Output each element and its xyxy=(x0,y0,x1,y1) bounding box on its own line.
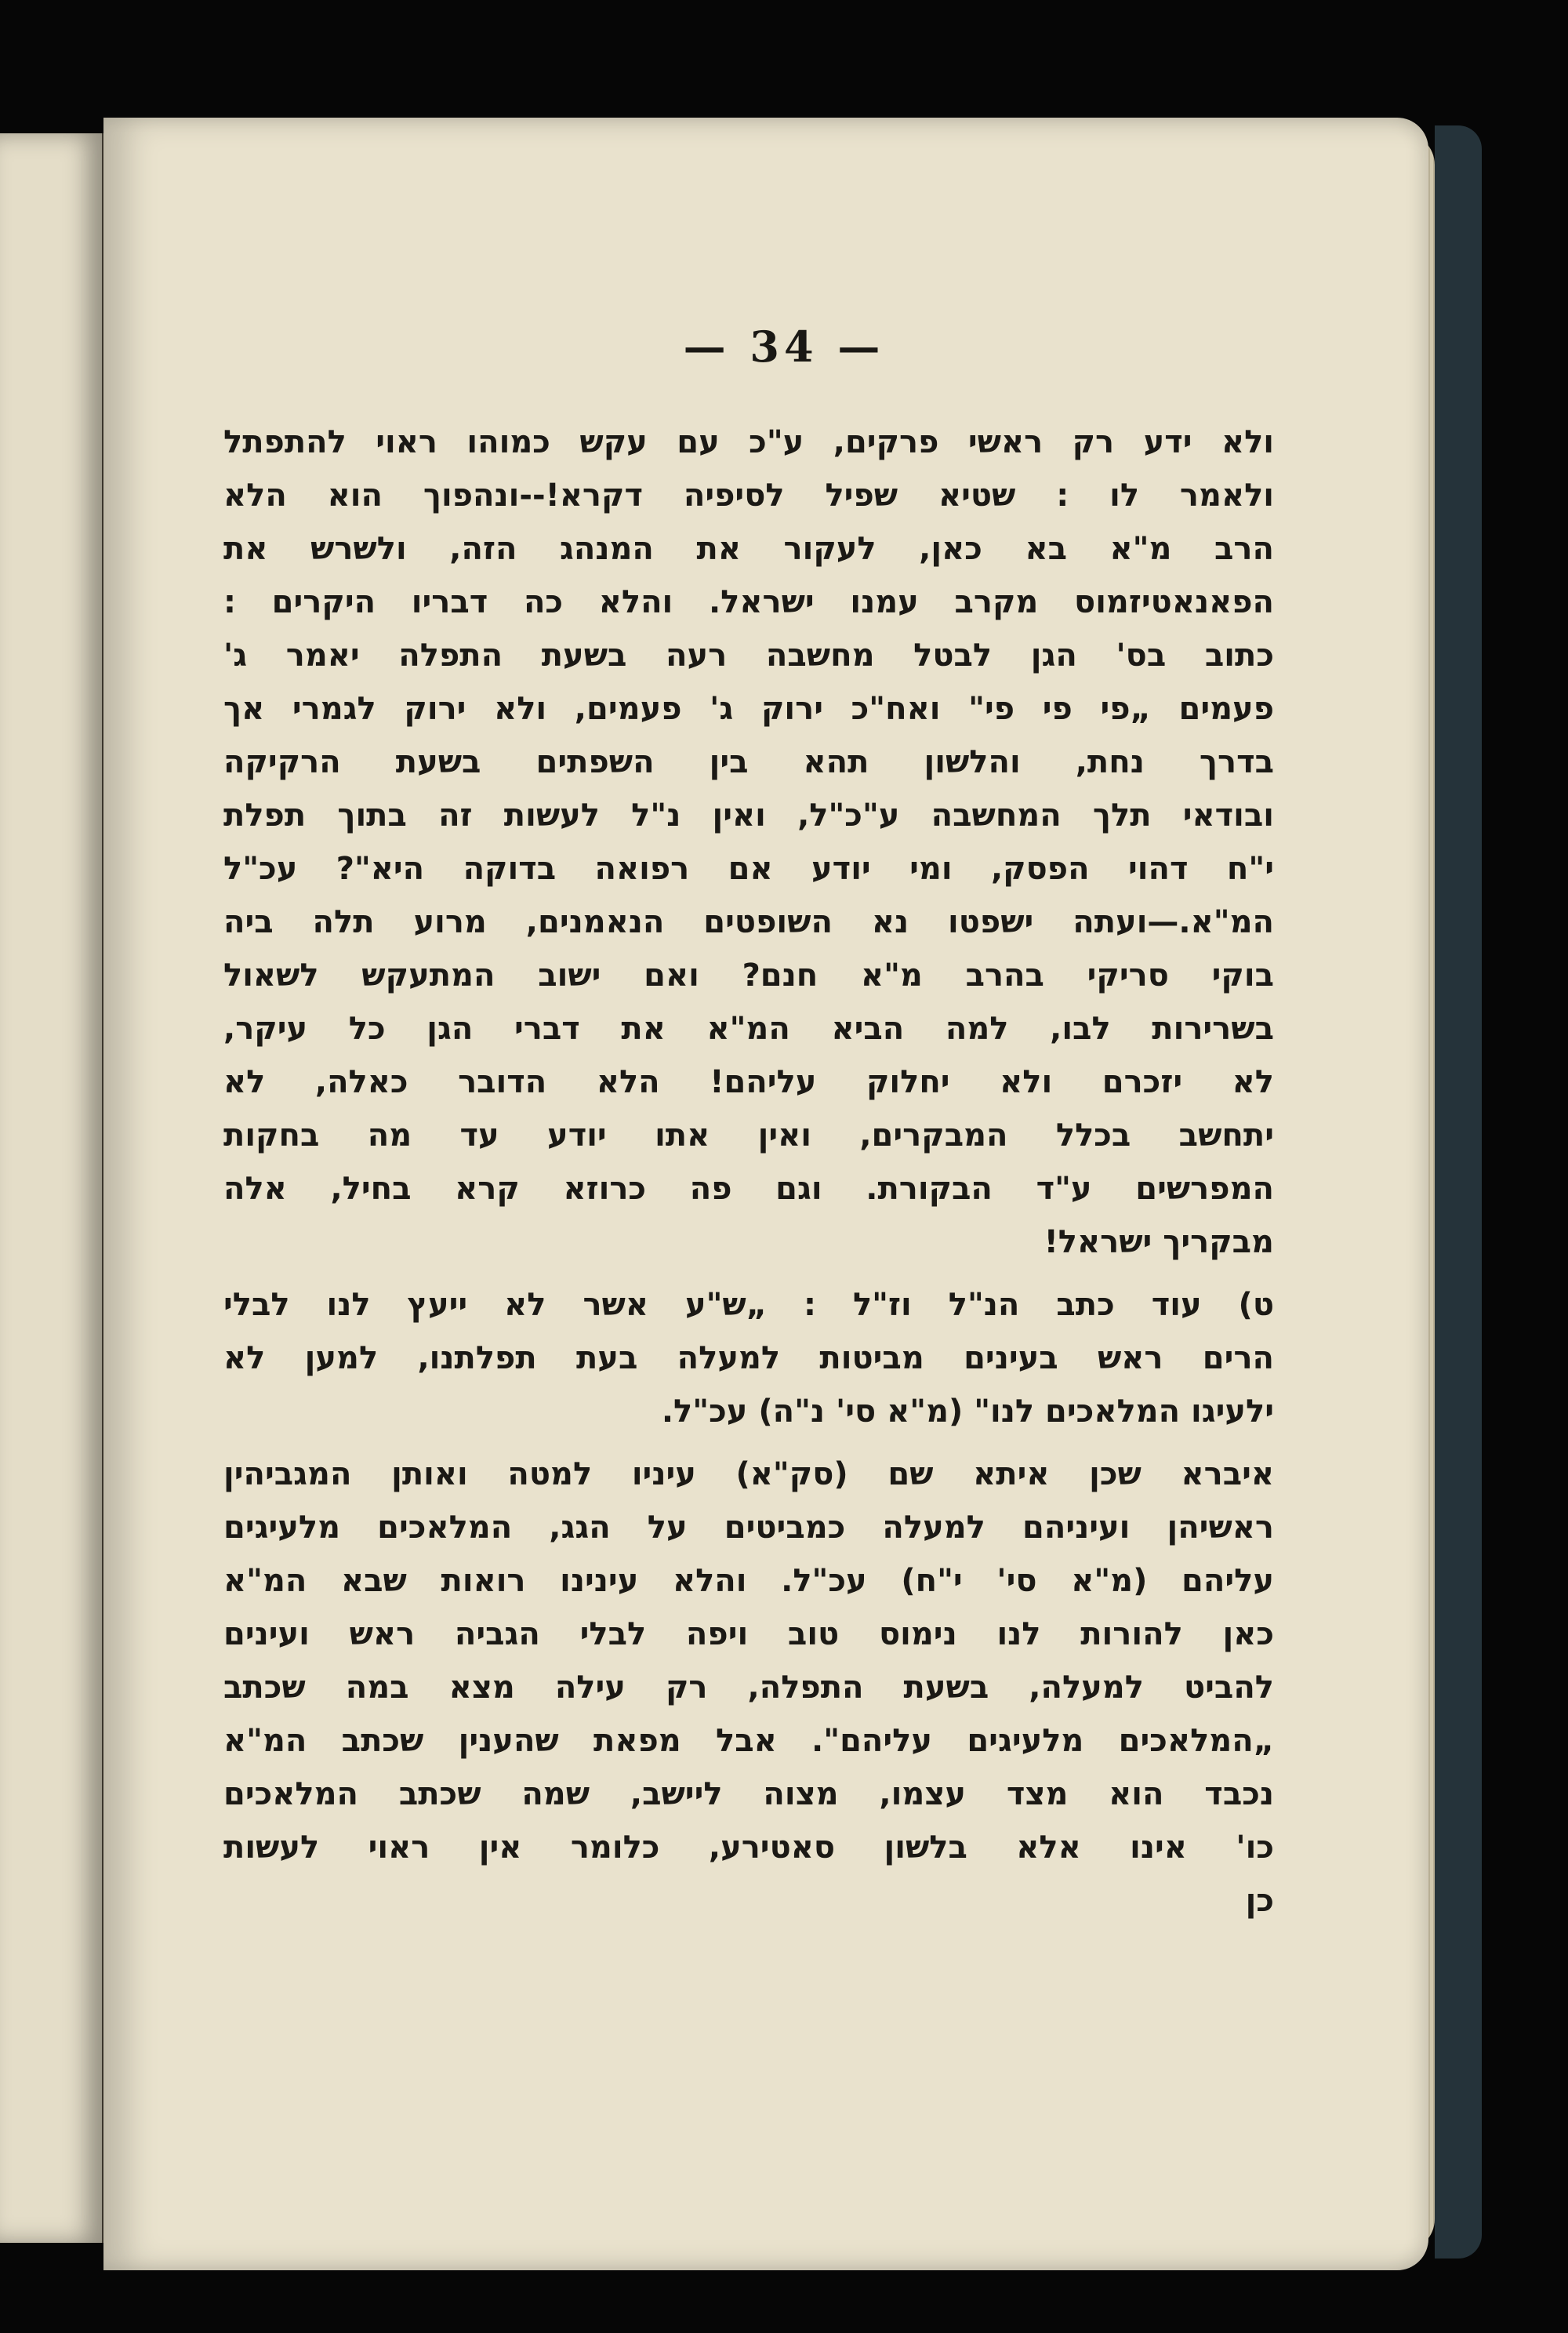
text-line: ולאמר לו : שטיא שפיל לסיפיה דקרא!--ונהפוך הוא הלא xyxy=(223,478,1274,514)
text-line: כתוב בס' הגן לבטל מחשבה רעה בשעת התפלה יאמר ג' xyxy=(223,638,1274,674)
text-line: הרים ראש בעינים מביטות למעלה בעת תפלתנו, למען לא xyxy=(223,1340,1274,1376)
text-line: כן xyxy=(1245,1883,1274,1919)
text-line: י"ח דהוי הפסק, ומי יודע אם רפואה בדוקה היא"? עכ"ל xyxy=(223,851,1274,887)
text-line: כו' אינו אלא בלשון סאטירע, כלומר אין ראוי לעשות xyxy=(223,1830,1274,1866)
page-number: — 34 — xyxy=(683,322,885,372)
text-line: לא יזכרם ולא יחלוק עליהם! הלא הדובר כאלה, לא xyxy=(223,1064,1274,1100)
text-line: איברא שכן איתא שם (סק"א) עיניו למטה ואותן המגביהין xyxy=(223,1456,1274,1492)
text-line: בוקי סריקי בהרב מ"א חנם? ואם ישוב המתעקש לשאול xyxy=(223,958,1274,994)
body-text xyxy=(223,416,1274,1928)
book-cover-edge xyxy=(1435,125,1482,2259)
text-line: בשרירות לבו, למה הביא המ"א את דברי הגן כל עיקר, xyxy=(223,1011,1274,1047)
text-line: פעמים „פי פי פי" ואח"כ ירוק ג' פעמים, ולא ירוק לגמרי אך xyxy=(223,691,1274,727)
paragraph-gap xyxy=(223,1438,1274,1448)
text-line: ילעיגו המלאכים לנו" (מ"א סי' נ"ה) עכ"ל. xyxy=(661,1394,1274,1430)
text-line: המ"א.—ועתה ישפטו נא השופטים הנאמנים, מרוע תלה ביה xyxy=(223,904,1274,940)
text-line: מבקריך ישראל! xyxy=(1044,1224,1274,1260)
text-line: כאן להורות לנו נימוס טוב ויפה לבלי הגביה ראש ועינים xyxy=(223,1616,1274,1652)
text-line: בדרך נחת, והלשון תהא בין השפתים בשעת הרקיקה xyxy=(223,744,1274,780)
text-line: „המלאכים מלעיגים עליהם". אבל מפאת שהענין שכתב המ"א xyxy=(223,1723,1274,1759)
paragraph-gap xyxy=(223,1269,1274,1278)
text-line: ובודאי תלך המחשבה ע"כ"ל, ואין נ"ל לעשות זה בתוך תפלת xyxy=(223,798,1274,834)
text-line: המפרשים ע"ד הבקורת. וגם פה כרוזא קרא בחיל, אלה xyxy=(223,1171,1274,1207)
text-line: הרב מ"א בא כאן, לעקור את המנהג הזה, ולשרש את xyxy=(223,531,1274,567)
text-line: עליהם (מ"א סי' י"ח) עכ"ל. והלא עינינו רואות שבא המ"א xyxy=(223,1563,1274,1599)
text-line: להביט למעלה, בשעת התפלה, רק עילה מצא במה שכתב xyxy=(223,1670,1274,1706)
text-line: יתחשב בכלל המבקרים, ואין אתו יודע עד מה בחקות xyxy=(223,1117,1274,1154)
facing-page-edge xyxy=(0,133,105,2243)
text-line: הפאנאטיזמוס מקרב עמנו ישראל. והלא כה דבריו היקרים : xyxy=(223,584,1274,620)
text-line: ראשיהן ועיניהם למעלה כמביטים על הגג, המלאכים מלעיגים xyxy=(223,1510,1274,1546)
text-line: נכבד הוא מצד עצמו, מצוה ליישב, שמה שכתב המלאכים xyxy=(223,1776,1274,1812)
text-line: ט) עוד כתב הנ"ל וז"ל : „ש"ע אשר לא ייעץ לנו לבלי xyxy=(223,1287,1274,1323)
text-line: ולא ידע רק ראשי פרקים, ע"כ עם עקש כמוהו ראוי להתפתל xyxy=(223,424,1274,460)
